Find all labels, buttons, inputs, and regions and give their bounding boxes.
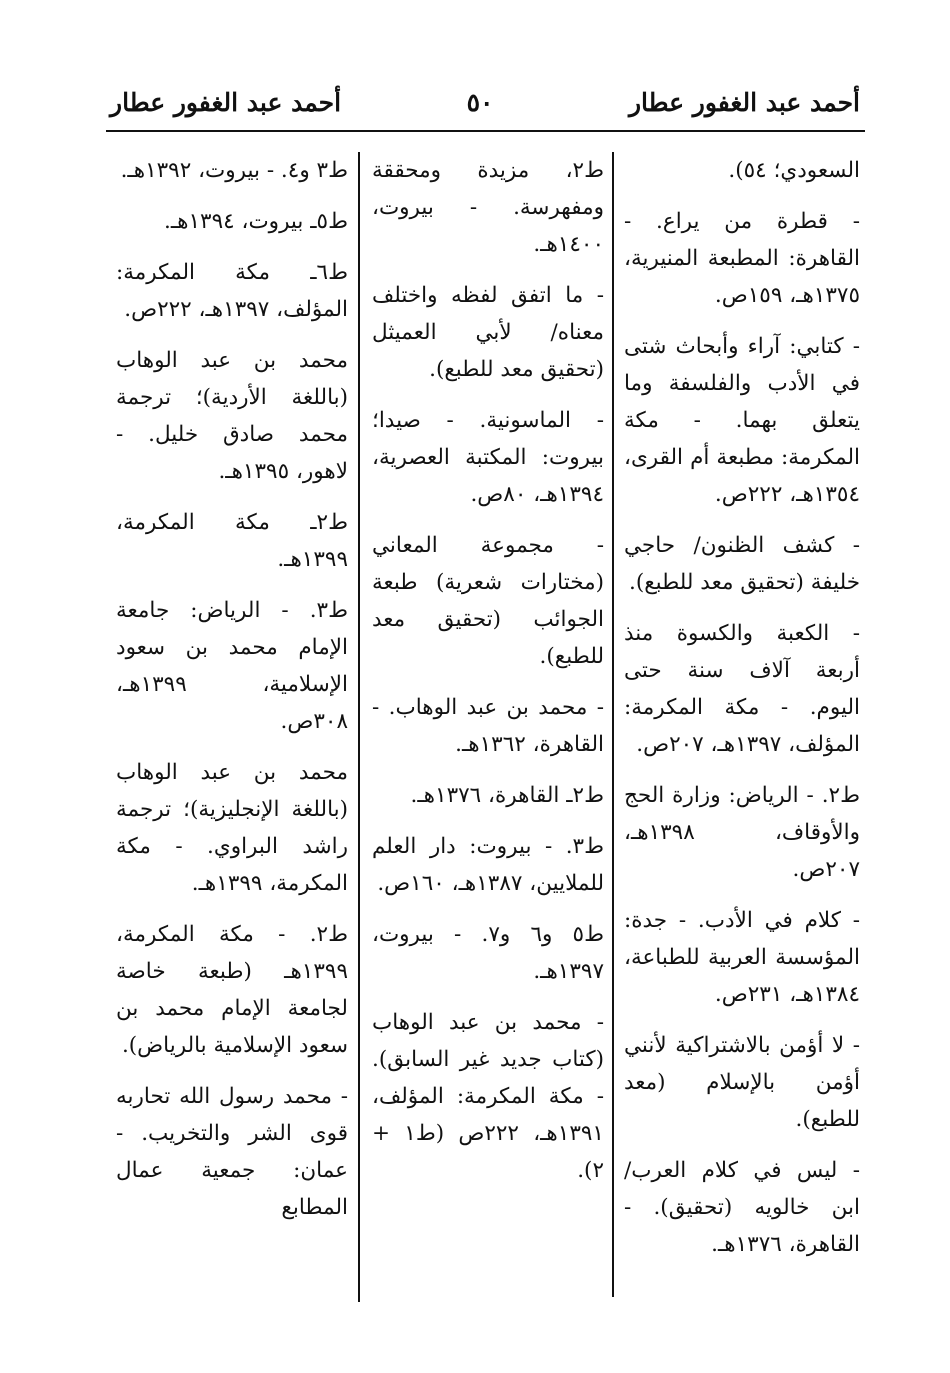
header-rule — [106, 130, 865, 132]
bibliography-entry: - الكعبة والكسوة منذ أربعة آلاف سنة حتى اليوم. - مكة المكرمة: المؤلف، ١٣٩٧هـ، ٢٠٧ص. — [624, 621, 860, 757]
bibliography-entry: ط٥ و٦ و٧. - بيروت، ١٣٩٧هـ. — [372, 922, 604, 984]
bibliography-entry: ط٢، مزيدة ومحققة ومفهرسة. - بيروت، ١٤٠٠هـ. — [372, 158, 604, 257]
page-header — [100, 88, 860, 128]
bibliography-entry: ط٣. - بيروت: دار العلم للملايين، ١٣٨٧هـ، ١٦٠ص. — [372, 834, 604, 896]
column-left — [116, 152, 348, 1240]
header-author-right: أحمد عبد الغفور عطار — [628, 88, 860, 117]
bibliography-entry: ط٣. - الرياض: جامعة الإمام محمد بن سعود الإسلامية، ١٣٩٩هـ، ٣٠٨ص. — [116, 598, 348, 734]
column-divider-right — [612, 152, 614, 1297]
bibliography-entry: محمد بن عبد الوهاب (باللغة الأردية)؛ ترجمة محمد صادق خليل. - لاهور، ١٣٩٥هـ. — [116, 348, 348, 484]
bibliography-entry: - كشف الظنون/ حاجي خليفة (تحقيق معد للطبع). — [624, 533, 860, 595]
bibliography-entry: ط٢ـ القاهرة، ١٣٧٦هـ. — [410, 783, 604, 808]
page-number: ٥٠ — [466, 88, 494, 117]
bibliography-entry: ط٢. - الرياض: وزارة الحج والأوقاف، ١٣٩٨هـ، ٢٠٧ص. — [624, 783, 860, 882]
bibliography-entry: - محمد بن عبد الوهاب (كتاب جديد غير السابق). - مكة المكرمة: المؤلف، ١٣٩١هـ، ٢٢٢ص (ط١ + ٢). — [372, 1010, 604, 1183]
bibliography-entry: ط٣ و٤. - بيروت، ١٣٩٢هـ. — [120, 158, 348, 183]
column-middle — [372, 152, 604, 1203]
bibliography-entry: - لا أؤمن بالاشتراكية لأنني أؤمن بالإسلام (معد للطبع). — [624, 1033, 860, 1132]
bibliography-entry: ط٢. - مكة المكرمة، ١٣٩٩هـ (طبعة خاصة لجامعة الإمام محمد بن سعود الإسلامية بالرياض). — [116, 922, 348, 1058]
bibliography-entry: - محمد رسول الله تحاربه قوى الشر والتخريب. - عمان: جمعية عمال المطابع — [116, 1084, 348, 1220]
bibliography-entry: ط٢ـ مكة المكرمة، ١٣٩٩هـ. — [116, 510, 348, 572]
bibliography-entry: ط٥ـ بيروت، ١٣٩٤هـ. — [163, 209, 348, 234]
bibliography-entry: السعودي؛ ٥٤). — [728, 158, 860, 183]
header-author-left: أحمد عبد الغفور عطار — [110, 88, 342, 117]
bibliography-entry: - كتابي: آراء وأبحاث شتى في الأدب والفلسفة وما يتعلق بهما. - مكة المكرمة: مطبعة أم القرى، ١٣٥٤هـ، ٢٢٢ص. — [624, 334, 860, 507]
bibliography-entry: محمد بن عبد الوهاب (باللغة الإنجليزية)؛ ترجمة راشد البراوي. - مكة المكرمة، ١٣٩٩هـ. — [116, 760, 348, 896]
bibliography-entry: - قطرة من يراع. - القاهرة: المطبعة المنيرية، ١٣٧٥هـ، ١٥٩ص. — [624, 209, 860, 308]
column-right — [624, 152, 860, 1277]
bibliography-entry: - كلام في الأدب. - جدة: المؤسسة العربية للطباعة، ١٣٨٤هـ، ٢٣١ص. — [624, 908, 860, 1007]
bibliography-entry: - ما اتفق لفظه واختلف معناه/ لأبي العميثل (تحقيق معد للطبع). — [372, 283, 604, 382]
column-divider-left — [358, 152, 360, 1302]
bibliography-entry: ط٦ـ مكة المكرمة: المؤلف، ١٣٩٧هـ، ٢٢٢ص. — [116, 260, 348, 322]
bibliography-entry: - محمد بن عبد الوهاب. - القاهرة، ١٣٦٢هـ. — [372, 695, 604, 757]
bibliography-entry: - الماسونية. - صيدا؛ بيروت: المكتبة العصرية، ١٣٩٤هـ، ٨٠ص. — [372, 408, 604, 507]
bibliography-entry: - مجموعة المعاني (مختارات شعرية) طبعة الجوائب (تحقيق معد للطبع). — [372, 533, 604, 669]
bibliography-entry: - ليس في كلام العرب/ ابن خالويه (تحقيق). - القاهرة، ١٣٧٦هـ. — [624, 1158, 860, 1257]
